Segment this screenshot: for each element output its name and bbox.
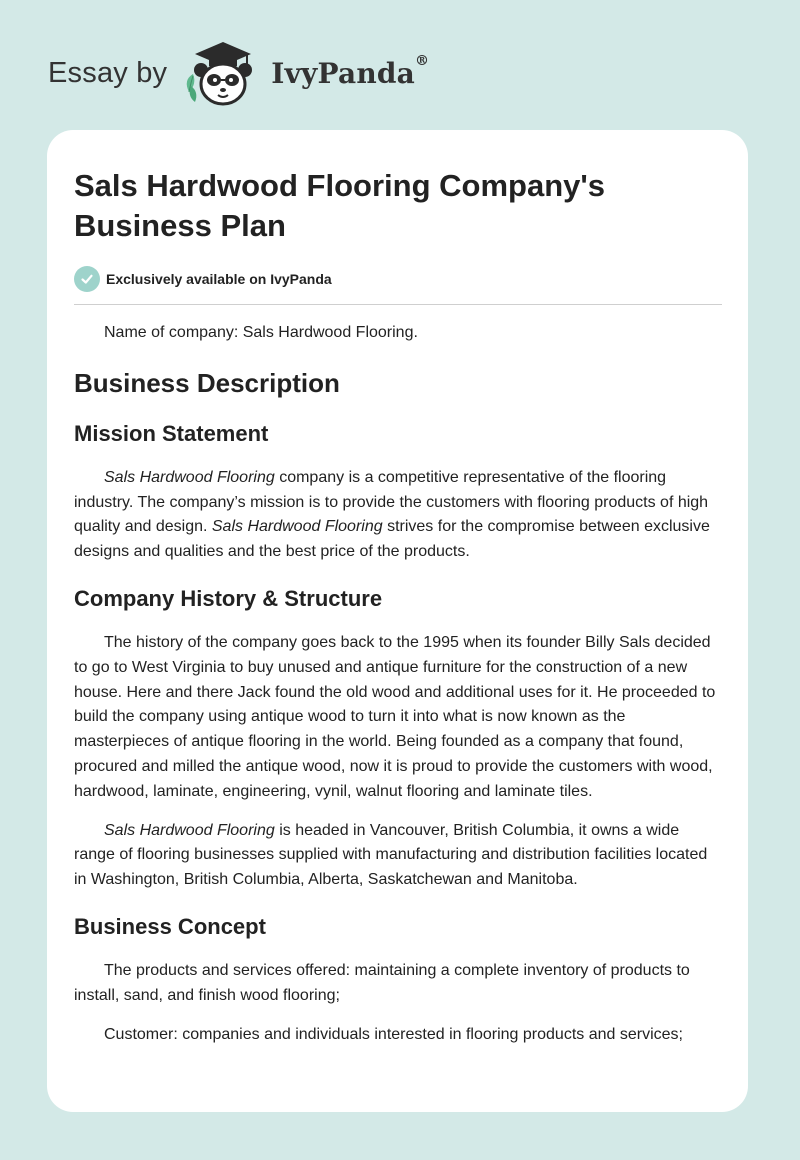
subsection-heading-mission: Mission Statement [74, 420, 269, 446]
essay-by-label: Essay by [48, 56, 168, 89]
section-heading-business-description: Business Description [74, 367, 340, 398]
divider [74, 304, 722, 305]
check-icon [74, 266, 100, 292]
concept-products-paragraph: The products and services offered: maintaining a complete inventory of products to install, sand, and finish wood flooring; [74, 961, 690, 1004]
panda-graduate-icon[interactable] [181, 36, 265, 110]
company-name-emphasis: Sals Hardwood Flooring [211, 518, 383, 536]
brand-name[interactable]: IvyPanda® [271, 52, 430, 90]
badge-text: Exclusively available on IvyPanda [106, 271, 332, 287]
company-name-paragraph: Name of company: Sals Hardwood Flooring. [104, 324, 418, 341]
exclusive-badge [74, 266, 722, 292]
page-title: Sals Hardwood Flooring Company's Business Plan [74, 168, 605, 243]
subsection-heading-history: Company History & Structure [74, 585, 383, 611]
company-name-emphasis: Sals Hardwood Flooring [104, 821, 275, 839]
mission-paragraph: Sals Hardwood Flooring company is a competitive representative of the flooring industry. The company’s mission is to provide the customers with flooring products of high quality and design. Sals Hardwood Flooring strives for the compromise between exclusive designs and qualities and the best price of the products. [74, 468, 710, 561]
company-name-emphasis: Sals Hardwood Flooring [104, 468, 275, 486]
structure-paragraph: Sals Hardwood Flooring is headed in Vancouver, British Columbia, it owns a wide range of flooring businesses supplied with manufacturing and distribution facilities located in Washington, British Columbia, Alberta, Saskatchewan and Manitoba. [74, 821, 708, 889]
history-paragraph: The history of the company goes back to the 1995 when its founder Billy Sals decided to go to West Virginia to buy unused and antique furniture for the construction of a new house. Here and there Jack found the old wood and additional uses for it. He proceeded to build the company using antique wood to turn it into what is now known as the masterpieces of antique flooring in the world. Being founded as a company that found, procured and milled the antique wood, now it is proud to provide the customers with wood, hardwood, laminate, engineering, vynil, walnut flooring and laminate tiles. [74, 633, 716, 800]
subsection-heading-concept: Business Concept [74, 913, 266, 939]
registered-mark: ® [415, 52, 430, 69]
site-header [48, 36, 429, 110]
article-card [47, 130, 748, 1112]
concept-customer-paragraph: Customer: companies and individuals interested in flooring products and services; [104, 1025, 683, 1043]
